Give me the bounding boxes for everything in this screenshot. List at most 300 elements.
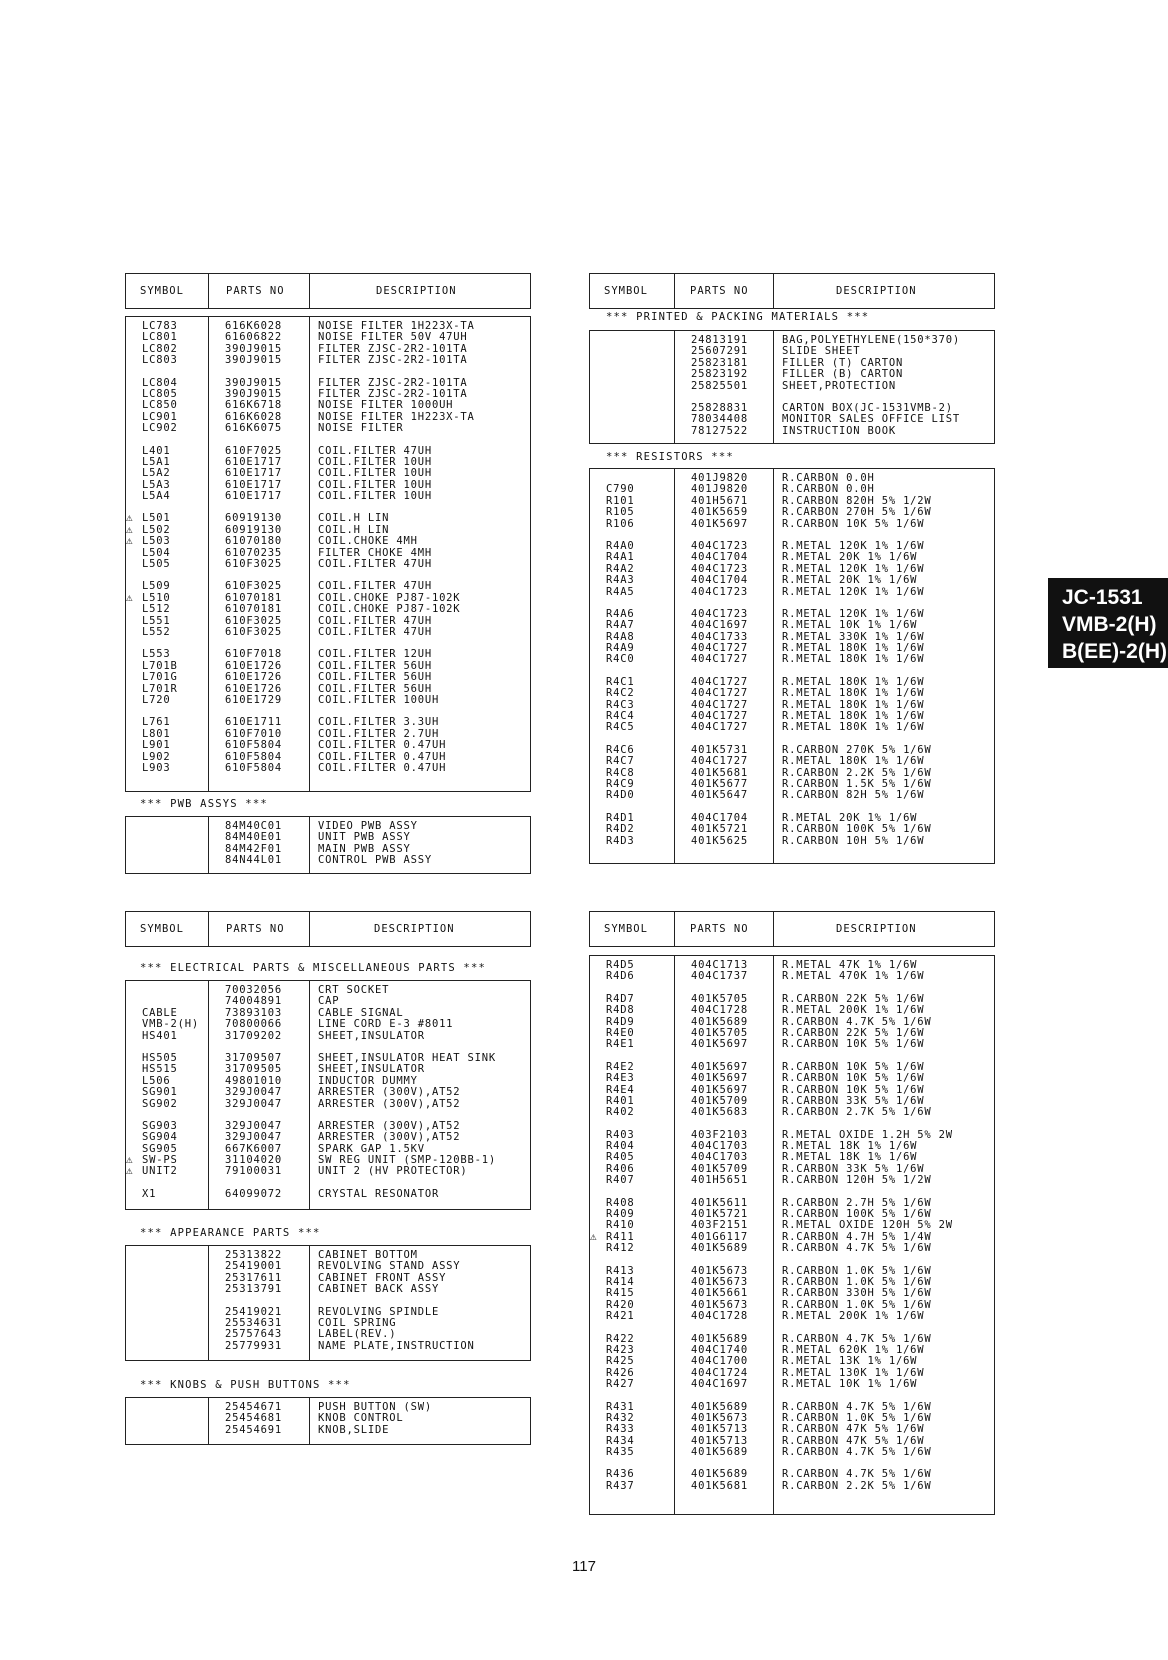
parts-row <box>126 855 530 866</box>
part-number-cell: 404C1713 <box>691 959 748 971</box>
description-cell: NAME PLATE,INSTRUCTION <box>318 1339 475 1352</box>
part-number-cell: 404C1723 <box>691 539 748 552</box>
description-cell: COIL.FILTER 47UH <box>318 444 432 457</box>
part-number-cell: 73893103 <box>225 1006 282 1019</box>
part-number-cell: 401K5689 <box>691 1446 748 1459</box>
symbol-cell: L701R <box>142 682 178 695</box>
parts-row <box>590 756 994 767</box>
part-number-cell: 78034408 <box>691 413 748 426</box>
part-number-cell: 401K5659 <box>691 506 748 519</box>
part-number-cell: 401K5713 <box>691 1423 748 1436</box>
part-number-cell: 84M42F01 <box>225 842 282 855</box>
symbol-cell: LC805 <box>142 387 178 400</box>
description-cell: R.CARBON 2.7K 5% 1/6W <box>782 1106 932 1119</box>
symbol-cell: SG905 <box>142 1142 178 1155</box>
symbol-cell: UNIT2 <box>142 1165 178 1178</box>
description-cell: R.METAL 18K 1% 1/6W <box>782 1140 918 1153</box>
part-number-cell: 610F5804 <box>225 739 282 752</box>
description-cell: R.CARBON 100K 5% 1/6W <box>782 1208 932 1221</box>
parts-row <box>590 1243 994 1254</box>
parts-row <box>126 1099 530 1110</box>
part-number-cell: 25779931 <box>225 1339 282 1352</box>
part-number-cell: 404C1727 <box>691 642 748 655</box>
parts-row <box>590 1005 994 1016</box>
description-cell: R.METAL 130K 1% 1/6W <box>782 1366 925 1379</box>
part-number-cell: 610E1711 <box>225 716 282 729</box>
description-cell: R.METAL 180K 1% 1/6W <box>782 710 925 723</box>
description-cell: SHEET,INSULATOR HEAT SINK <box>318 1051 497 1064</box>
description-cell: NOISE FILTER <box>318 422 404 435</box>
part-number-cell: 329J0047 <box>225 1097 282 1110</box>
knobs-table <box>125 1397 531 1445</box>
symbol-cell: L5A3 <box>142 478 171 491</box>
symbol-cell: SG904 <box>142 1131 178 1144</box>
symbol-cell: LC803 <box>142 354 178 367</box>
symbol-cell: SG902 <box>142 1097 178 1110</box>
parts-row <box>126 604 530 615</box>
description-cell: MONITOR SALES OFFICE LIST <box>782 413 961 426</box>
symbol-cell: R101 <box>606 494 635 507</box>
symbol-cell: R4E0 <box>606 1026 635 1039</box>
part-number-cell: 401K5625 <box>691 834 748 847</box>
description-cell: ARRESTER (300V),AT52 <box>318 1119 461 1132</box>
part-number-cell: 401K5689 <box>691 1400 748 1413</box>
parts-row <box>126 1284 530 1295</box>
part-number-cell: 61070180 <box>225 535 282 548</box>
symbol-header: SYMBOL <box>140 285 184 297</box>
symbol-cell: R4C3 <box>606 698 635 711</box>
part-number-cell: 390J9015 <box>225 387 282 400</box>
part-number-cell: 329J0047 <box>225 1086 282 1099</box>
parts-row <box>590 519 994 530</box>
model-side-tab <box>1048 578 1168 668</box>
parts-row <box>126 627 530 638</box>
parts-row <box>590 1424 994 1435</box>
part-number-cell: 401K5683 <box>691 1106 748 1119</box>
part-number-cell: 401K5697 <box>691 1083 748 1096</box>
parts-row <box>590 1175 994 1186</box>
parts-row <box>590 971 994 982</box>
symbol-cell: LC902 <box>142 422 178 435</box>
description-header: DESCRIPTION <box>374 923 455 935</box>
part-number-cell: 610E1726 <box>225 659 282 672</box>
part-number-cell: 610F5804 <box>225 761 282 774</box>
description-cell: R.METAL 470K 1% 1/6W <box>782 970 925 983</box>
symbol-cell: R414 <box>606 1275 635 1288</box>
symbol-cell: R4C4 <box>606 710 635 723</box>
symbol-cell: L902 <box>142 750 171 763</box>
warning-icon: ⚠ <box>126 511 134 525</box>
appearance-table <box>125 1245 531 1361</box>
description-cell: R.CARBON 10K 5% 1/6W <box>782 1083 925 1096</box>
symbol-cell: R4C6 <box>606 743 635 756</box>
parts-row <box>590 722 994 733</box>
part-number-cell: 401K5709 <box>691 1094 748 1107</box>
part-number-cell: 25828831 <box>691 401 748 414</box>
description-cell: R.CARBON 120H 5% 1/2W <box>782 1174 932 1187</box>
parts-row <box>126 1166 530 1177</box>
symbol-cell: R401 <box>606 1094 635 1107</box>
part-number-cell: 401K5731 <box>691 743 748 756</box>
description-cell: R.CARBON 10K 5% 1/6W <box>782 1038 925 1051</box>
pwb-section-title: *** PWB ASSYS *** <box>140 798 268 810</box>
symbol-cell: R412 <box>606 1242 635 1255</box>
description-cell: R.CARBON 820H 5% 1/2W <box>782 494 932 507</box>
description-cell: COIL.CHOKE PJ87-102K <box>318 603 461 616</box>
parts-row <box>126 717 530 728</box>
symbol-cell: R433 <box>606 1423 635 1436</box>
description-cell: R.METAL 10K 1% 1/6W <box>782 1378 918 1391</box>
parts-row <box>590 369 994 380</box>
description-cell: R.CARBON 270K 5% 1/6W <box>782 743 932 756</box>
parts-row <box>590 575 994 586</box>
symbol-cell: R4D9 <box>606 1015 635 1028</box>
part-number-cell: 610E1729 <box>225 693 282 706</box>
part-number-cell: 404C1724 <box>691 1366 748 1379</box>
parts-row <box>590 836 994 847</box>
table3-header <box>125 911 531 947</box>
parts-row <box>590 654 994 665</box>
part-number-cell: 403F2103 <box>691 1128 748 1141</box>
description-cell: R.CARBON 22K 5% 1/6W <box>782 1026 925 1039</box>
description-cell: R.METAL 180K 1% 1/6W <box>782 755 925 768</box>
description-cell: SW REG UNIT (SMP-120BB-1) <box>318 1154 497 1167</box>
symbol-cell: R4E2 <box>606 1060 635 1073</box>
symbol-cell: L720 <box>142 693 171 706</box>
symbol-cell: R4D5 <box>606 959 635 971</box>
symbol-cell: R432 <box>606 1411 635 1424</box>
part-number-cell: 401H5671 <box>691 494 748 507</box>
parts-row <box>590 790 994 801</box>
parts-row <box>126 672 530 683</box>
part-number-cell: 610E1717 <box>225 455 282 468</box>
description-cell: NOISE FILTER 1H223X-TA <box>318 410 475 423</box>
symbol-cell: R434 <box>606 1434 635 1447</box>
symbol-cell: SG903 <box>142 1119 178 1132</box>
description-cell: R.METAL 120K 1% 1/6W <box>782 607 925 620</box>
description-cell: BAG,POLYETHYLENE(150*370) <box>782 334 961 346</box>
description-cell: R.CARBON 0.0H <box>782 483 875 496</box>
table2-header <box>589 273 995 309</box>
part-number-cell: 31709505 <box>225 1063 282 1076</box>
description-cell: CABINET BOTTOM <box>318 1249 418 1261</box>
part-number-cell: 60919130 <box>225 523 282 536</box>
part-number-cell: 84M40C01 <box>225 820 282 832</box>
part-number-cell: 610E1726 <box>225 671 282 684</box>
description-cell: CARTON BOX(JC-1531VMB-2) <box>782 401 953 414</box>
part-number-cell: 616K6075 <box>225 422 282 435</box>
description-cell: SPARK GAP 1.5KV <box>318 1142 425 1155</box>
part-number-cell: 610F7025 <box>225 444 282 457</box>
symbol-cell: L903 <box>142 761 171 774</box>
part-number-cell: 401K5673 <box>691 1411 748 1424</box>
symbol-cell: L901 <box>142 739 171 752</box>
symbol-cell: R4A9 <box>606 642 635 655</box>
symbol-cell: L5A1 <box>142 455 171 468</box>
description-cell: SHEET,INSULATOR <box>318 1029 425 1042</box>
description-cell: FILTER ZJSC-2R2-101TA <box>318 342 468 355</box>
description-cell: COIL.FILTER 47UH <box>318 580 432 593</box>
description-cell: R.METAL 620K 1% 1/6W <box>782 1343 925 1356</box>
part-number-cell: 25607291 <box>691 345 748 358</box>
part-number-cell: 401K5689 <box>691 1242 748 1255</box>
description-cell: COIL.FILTER 2.7UH <box>318 727 440 740</box>
description-cell: CRT SOCKET <box>318 984 390 996</box>
description-cell: COIL.FILTER 47UH <box>318 625 432 638</box>
description-cell: SLIDE SHEET <box>782 345 861 358</box>
part-number-cell: 25419001 <box>225 1260 282 1273</box>
part-number-cell: 610E1717 <box>225 478 282 491</box>
description-cell: R.CARBON 82H 5% 1/6W <box>782 789 925 802</box>
description-cell: R.CARBON 4.7H 5% 1/4W <box>782 1230 932 1243</box>
symbol-cell: HS515 <box>142 1063 178 1076</box>
symbol-cell: R4D7 <box>606 992 635 1005</box>
description-cell: COIL.FILTER 10UH <box>318 478 432 491</box>
description-cell: REVOLVING STAND ASSY <box>318 1260 461 1273</box>
description-cell: R.CARBON 10K 5% 1/6W <box>782 1072 925 1085</box>
description-cell: COIL.FILTER 47UH <box>318 614 432 627</box>
symbol-cell: R437 <box>606 1479 635 1492</box>
parts-row <box>126 1425 530 1436</box>
part-number-cell: 24813191 <box>691 334 748 346</box>
symbol-cell: LC804 <box>142 376 178 389</box>
part-number-cell: 401K5611 <box>691 1196 748 1209</box>
description-cell: COIL.H LIN <box>318 523 390 536</box>
description-cell: ARRESTER (300V),AT52 <box>318 1131 461 1144</box>
part-number-cell: 401K5721 <box>691 1208 748 1221</box>
part-number-cell: 61070181 <box>225 603 282 616</box>
description-cell: COIL.H LIN <box>318 512 390 525</box>
description-cell: CABINET BACK ASSY <box>318 1283 440 1296</box>
description-cell: R.METAL 180K 1% 1/6W <box>782 687 925 700</box>
description-cell: R.CARBON 2.7H 5% 1/6W <box>782 1196 932 1209</box>
parts-row <box>590 1073 994 1084</box>
part-number-cell: 84N44L01 <box>225 854 282 867</box>
description-cell: COIL.FILTER 10UH <box>318 467 432 480</box>
symbol-cell: L501 <box>142 512 171 525</box>
part-number-cell: 78127522 <box>691 424 748 437</box>
part-number-cell: 401K5713 <box>691 1434 748 1447</box>
pwb-table <box>125 816 531 874</box>
symbol-cell: R410 <box>606 1219 635 1232</box>
part-number-cell: 74004891 <box>225 995 282 1008</box>
parts-row <box>126 740 530 751</box>
parts-row <box>126 536 530 547</box>
part-number-cell: 403F2151 <box>691 1219 748 1232</box>
symbol-cell: VMB-2(H) <box>142 1018 199 1031</box>
symbol-cell: R4C5 <box>606 721 635 734</box>
symbol-cell: R411 <box>606 1230 635 1243</box>
part-number-cell: 25454671 <box>225 1401 282 1413</box>
symbol-header: SYMBOL <box>604 923 648 935</box>
parts-row <box>590 587 994 598</box>
description-cell: R.CARBON 2.2K 5% 1/6W <box>782 1479 932 1492</box>
description-cell: R.METAL 180K 1% 1/6W <box>782 653 925 666</box>
table4-body <box>589 955 995 1515</box>
symbol-cell: R4D6 <box>606 970 635 983</box>
description-cell: SHEET,INSULATOR <box>318 1063 425 1076</box>
symbol-cell: R435 <box>606 1446 635 1459</box>
symbol-cell: LC801 <box>142 331 178 344</box>
part-number-cell: 404C1727 <box>691 675 748 688</box>
description-cell: VIDEO PWB ASSY <box>318 820 418 832</box>
symbol-cell: SG901 <box>142 1086 178 1099</box>
part-number-cell: 401K5673 <box>691 1275 748 1288</box>
description-cell: R.METAL 180K 1% 1/6W <box>782 698 925 711</box>
description-cell: LABEL(REV.) <box>318 1328 397 1341</box>
printed-section-title: *** PRINTED & PACKING MATERIALS *** <box>606 311 870 323</box>
part-number-cell: 610E1726 <box>225 682 282 695</box>
part-number-cell: 610F7018 <box>225 648 282 661</box>
symbol-cell: R4E1 <box>606 1038 635 1051</box>
part-number-cell: 25454691 <box>225 1423 282 1436</box>
symbol-cell: R420 <box>606 1298 635 1311</box>
parts-row <box>126 355 530 366</box>
part-number-cell: 404C1697 <box>691 1378 748 1391</box>
description-cell: R.CARBON 4.7K 5% 1/6W <box>782 1332 932 1345</box>
part-number-cell: 404C1703 <box>691 1140 748 1153</box>
symbol-cell: R436 <box>606 1468 635 1481</box>
symbol-cell: SW-PS <box>142 1154 178 1167</box>
description-cell: R.CARBON 4.7K 5% 1/6W <box>782 1015 932 1028</box>
parts-row <box>126 423 530 434</box>
table4-header <box>589 911 995 947</box>
parts-no-header: PARTS NO <box>226 923 285 935</box>
part-number-cell: 390J9015 <box>225 342 282 355</box>
part-number-cell: 667K6007 <box>225 1142 282 1155</box>
parts-row <box>590 426 994 437</box>
symbol-cell: R404 <box>606 1140 635 1153</box>
parts-no-header: PARTS NO <box>690 285 749 297</box>
part-number-cell: 401H5651 <box>691 1174 748 1187</box>
part-number-cell: 404C1723 <box>691 607 748 620</box>
description-cell: INDUCTOR DUMMY <box>318 1074 418 1087</box>
parts-row <box>590 1481 994 1492</box>
parts-row <box>590 1107 994 1118</box>
symbol-cell: R4A8 <box>606 630 635 643</box>
page-number: 117 <box>572 1558 596 1575</box>
part-number-cell: 401K5689 <box>691 1468 748 1481</box>
part-number-cell: 70032056 <box>225 984 282 996</box>
symbol-cell: R4C2 <box>606 687 635 700</box>
symbol-cell: R4E4 <box>606 1083 635 1096</box>
parts-row <box>126 1189 530 1200</box>
part-number-cell: 401K5689 <box>691 1015 748 1028</box>
part-number-cell: 401K5697 <box>691 1038 748 1051</box>
parts-row <box>590 824 994 835</box>
description-cell: CABLE SIGNAL <box>318 1006 404 1019</box>
part-number-cell: 390J9015 <box>225 354 282 367</box>
part-number-cell: 25313822 <box>225 1249 282 1261</box>
description-cell: R.CARBON 1.0K 5% 1/6W <box>782 1264 932 1277</box>
symbol-cell: L701B <box>142 659 178 672</box>
symbol-cell: R402 <box>606 1106 635 1119</box>
symbol-cell: R413 <box>606 1264 635 1277</box>
description-cell: COIL.FILTER 10UH <box>318 455 432 468</box>
symbol-cell: L552 <box>142 625 171 638</box>
symbol-cell: R421 <box>606 1310 635 1323</box>
description-header: DESCRIPTION <box>836 285 917 297</box>
part-number-cell: 25313791 <box>225 1283 282 1296</box>
description-cell: COIL.FILTER 3.3UH <box>318 716 440 729</box>
description-cell: R.CARBON 100K 5% 1/6W <box>782 823 932 836</box>
part-number-cell: 404C1723 <box>691 562 748 575</box>
description-cell: R.METAL 18K 1% 1/6W <box>782 1151 918 1164</box>
part-number-cell: 329J0047 <box>225 1131 282 1144</box>
part-number-cell: 404C1727 <box>691 698 748 711</box>
symbol-cell: R4A0 <box>606 539 635 552</box>
symbol-cell: R4D3 <box>606 834 635 847</box>
symbol-cell: R408 <box>606 1196 635 1209</box>
symbol-cell: L761 <box>142 716 171 729</box>
parts-row <box>126 1019 530 1030</box>
part-number-cell: 404C1704 <box>691 574 748 587</box>
symbol-cell: R423 <box>606 1343 635 1356</box>
description-cell: FILTER ZJSC-2R2-101TA <box>318 376 468 389</box>
description-cell: R.CARBON 22K 5% 1/6W <box>782 992 925 1005</box>
part-number-cell: 401K5721 <box>691 823 748 836</box>
part-number-cell: 616K6028 <box>225 410 282 423</box>
part-number-cell: 610F3025 <box>225 580 282 593</box>
description-cell: COIL.FILTER 12UH <box>318 648 432 661</box>
parts-row <box>590 381 994 392</box>
side-tab-line-3: B(EE)-2(H) <box>1062 640 1167 663</box>
electrical-table <box>125 980 531 1210</box>
description-cell: R.CARBON 1.0K 5% 1/6W <box>782 1298 932 1311</box>
part-number-cell: 404C1727 <box>691 653 748 666</box>
description-cell: COIL SPRING <box>318 1316 397 1329</box>
description-cell: R.CARBON 10H 5% 1/6W <box>782 834 925 847</box>
description-cell: COIL.FILTER 100UH <box>318 693 440 706</box>
part-number-cell: 404C1704 <box>691 551 748 564</box>
description-cell: CONTROL PWB ASSY <box>318 854 432 867</box>
part-number-cell: 61606822 <box>225 331 282 344</box>
description-cell: R.CARBON 4.7K 5% 1/6W <box>782 1242 932 1255</box>
symbol-cell: L510 <box>142 591 171 604</box>
symbol-cell: R106 <box>606 517 635 530</box>
part-number-cell: 616K6028 <box>225 320 282 332</box>
parts-row <box>126 468 530 479</box>
part-number-cell: 404C1727 <box>691 710 748 723</box>
side-tab-line-1: JC-1531 <box>1062 586 1143 609</box>
symbol-cell: R4D2 <box>606 823 635 836</box>
description-cell: ARRESTER (300V),AT52 <box>318 1097 461 1110</box>
part-number-cell: 404C1727 <box>691 755 748 768</box>
warning-icon: ⚠ <box>126 522 134 536</box>
description-cell: UNIT 2 (HV PROTECTOR) <box>318 1165 468 1178</box>
part-number-cell: 70800066 <box>225 1018 282 1031</box>
part-number-cell: 404C1703 <box>691 1151 748 1164</box>
part-number-cell: 610F3025 <box>225 625 282 638</box>
symbol-cell: L801 <box>142 727 171 740</box>
description-cell: R.METAL 200K 1% 1/6W <box>782 1310 925 1323</box>
description-cell: COIL.CHOKE 4MH <box>318 535 418 548</box>
symbol-cell: R4A6 <box>606 607 635 620</box>
part-number-cell: 404C1697 <box>691 619 748 632</box>
description-cell: COIL.CHOKE PJ87-102K <box>318 591 461 604</box>
description-cell: CRYSTAL RESONATOR <box>318 1187 440 1200</box>
part-number-cell: 404C1737 <box>691 970 748 983</box>
part-number-cell: 25757643 <box>225 1328 282 1341</box>
symbol-cell: HS401 <box>142 1029 178 1042</box>
description-cell: R.CARBON 2.2K 5% 1/6W <box>782 766 932 779</box>
symbol-cell: L505 <box>142 558 171 571</box>
symbol-cell: HS505 <box>142 1051 178 1064</box>
warning-icon: ⚠ <box>126 1164 134 1178</box>
description-cell: R.CARBON 4.7K 5% 1/6W <box>782 1400 932 1413</box>
symbol-cell: R4A1 <box>606 551 635 564</box>
part-number-cell: 25823192 <box>691 368 748 381</box>
